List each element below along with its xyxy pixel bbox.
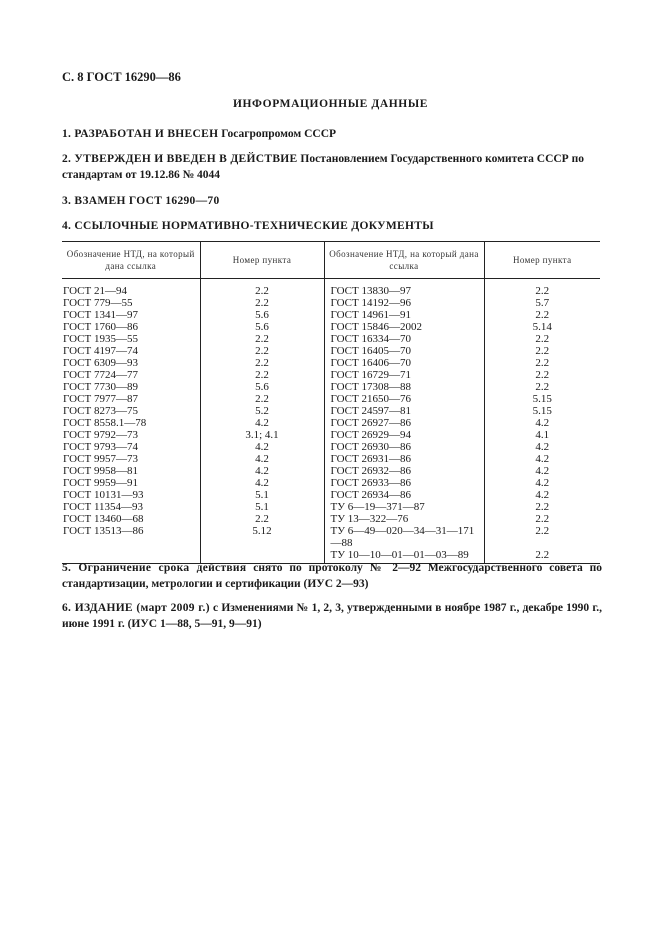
table-row: [62, 309, 600, 321]
cell-document-2: ГОСТ 14961—91: [324, 309, 484, 321]
info-item-3-lead: 3. ВЗАМЕН ГОСТ 16290—70: [62, 195, 220, 207]
cell-clause: 2.2: [200, 333, 324, 345]
cell-document: ГОСТ 6309—93: [63, 357, 138, 369]
table-header-row: [62, 242, 600, 279]
table-row: [62, 297, 600, 309]
page-header: С. 8 ГОСТ 16290—86: [62, 70, 181, 84]
info-item-2: [62, 151, 602, 183]
table-row: [62, 453, 600, 465]
cell-clause-2: 2.2: [484, 513, 600, 525]
table-row: [62, 321, 600, 333]
table-row: [62, 429, 600, 441]
info-item-2-text: Постановлением Государственного комитета СССР по стандартам от 19.12.86 № 4044: [62, 153, 584, 181]
cell-document-2: ГОСТ 16406—70: [324, 357, 484, 369]
cell-document-2: ТУ 13—322—76: [324, 513, 484, 525]
cell-clause-2: 5.15: [484, 393, 600, 405]
cell-document: ГОСТ 4197—74: [63, 345, 138, 357]
cell-clause-2: 2.2: [484, 357, 600, 369]
cell-document: ГОСТ 779—55: [63, 297, 133, 309]
page-title: ИНФОРМАЦИОННЫЕ ДАННЫЕ: [232, 98, 429, 110]
info-item-1-text: Госагропромом СССР: [221, 128, 337, 140]
cell-clause: 2.2: [200, 285, 324, 297]
table-row: [62, 333, 600, 345]
info-item-6-text: с Изменениями № 1, 2, 3, утвержденными в ноябре 1987 г., декабре 1990 г., июне 1991 г. (ИУС 1—88, 5—91, 9—91): [62, 602, 603, 630]
cell-clause: 2.2: [200, 369, 324, 381]
cell-clause: 2.2: [200, 345, 324, 357]
cell-clause: 5.1: [200, 501, 324, 513]
cell-clause: 5.6: [200, 381, 324, 393]
cell-document: ГОСТ 9792—73: [63, 429, 138, 441]
cell-clause: 4.2: [200, 453, 324, 465]
cell-document-2: ГОСТ 26932—86: [324, 465, 484, 477]
cell-clause: 5.2: [200, 405, 324, 417]
cell-clause: 4.2: [200, 441, 324, 453]
cell-clause: 4.2: [200, 465, 324, 477]
cell-clause-2: 2.2: [484, 333, 600, 345]
header-clause-2: Номер пункта: [484, 242, 600, 279]
cell-document-2: ГОСТ 24597—81: [324, 405, 484, 417]
cell-document-2: ГОСТ 16729—71: [324, 369, 484, 381]
cell-document-2: ГОСТ 26933—86: [324, 477, 484, 489]
info-item-5-text: снято по протоколу № 2—92 Межгосударственного совета по стандартизации, метрологии и сертификации (ИУС 2—93): [62, 562, 602, 590]
info-item-4-lead: 4. ССЫЛОЧНЫЕ НОРМАТИВНО-ТЕХНИЧЕСКИЕ ДОКУМЕНТЫ: [62, 220, 434, 232]
info-item-6-lead: 6. ИЗДАНИЕ (март 2009 г.): [62, 602, 210, 614]
reference-documents-table: [62, 241, 600, 564]
cell-document-2: ГОСТ 17308—88: [324, 381, 484, 393]
cell-clause-2: 2.2: [484, 345, 600, 357]
cell-clause-2: 5.14: [484, 321, 600, 333]
cell-clause-2: 5.7: [484, 297, 600, 309]
cell-document-2: ГОСТ 21650—76: [324, 393, 484, 405]
table-row: [62, 393, 600, 405]
info-item-2-lead: 2. УТВЕРЖДЕН И ВВЕДЕН В ДЕЙСТВИЕ: [62, 153, 298, 165]
cell-document-2: ГОСТ 26927—86: [324, 417, 484, 429]
table-row: [62, 405, 600, 417]
cell-clause-2: 5.15: [484, 405, 600, 417]
cell-document-2: ТУ 10—10—01—01—03—89: [324, 549, 484, 564]
cell-clause-2: 2.2: [484, 549, 600, 564]
cell-clause: 2.2: [200, 393, 324, 405]
info-item-5: [62, 560, 602, 592]
cell-clause-2: 2.2: [484, 501, 600, 513]
cell-clause-2: 4.2: [484, 453, 600, 465]
cell-document-2: ГОСТ 16405—70: [324, 345, 484, 357]
header-document-2: Обозначение НТД, на который дана ссылка: [324, 242, 484, 279]
cell-clause: 5.1: [200, 489, 324, 501]
cell-clause-2: 4.2: [484, 489, 600, 501]
cell-document-2: ГОСТ 26930—86: [324, 441, 484, 453]
table-body: [62, 279, 600, 564]
table-row: [62, 345, 600, 357]
cell-clause-2: 2.2: [484, 309, 600, 321]
table-row: [62, 381, 600, 393]
info-item-4: [62, 218, 602, 234]
cell-clause: 2.2: [200, 513, 324, 525]
info-item-1-lead: 1. РАЗРАБОТАН И ВНЕСЕН: [62, 128, 219, 140]
table-row: [62, 513, 600, 525]
cell-clause-2: 4.2: [484, 465, 600, 477]
cell-document-2: ГОСТ 15846—2002: [324, 321, 484, 333]
info-item-6: [62, 600, 602, 632]
cell-document-2: ТУ 6—19—371—87: [324, 501, 484, 513]
cell-clause-2: 4.2: [484, 417, 600, 429]
cell-document: ГОСТ 10131—93: [63, 489, 144, 501]
cell-document: ГОСТ 7724—77: [63, 369, 138, 381]
cell-document: ГОСТ 13513—86: [63, 525, 144, 537]
cell-clause: 5.6: [200, 321, 324, 333]
cell-document: ГОСТ 1341—97: [63, 309, 138, 321]
cell-clause-2: 2.2: [484, 525, 600, 549]
cell-document-2: ТУ 6—49—020—34—31—171—88: [324, 525, 484, 549]
table-row: [62, 357, 600, 369]
cell-document: ГОСТ 1935—55: [63, 333, 138, 345]
cell-document: ГОСТ 13460—68: [63, 513, 144, 525]
cell-clause-2: 4.2: [484, 441, 600, 453]
cell-clause: 4.2: [200, 477, 324, 489]
cell-clause-2: 2.2: [484, 369, 600, 381]
cell-clause-2: 2.2: [484, 381, 600, 393]
table-row: [62, 477, 600, 489]
cell-clause: 2.2: [200, 357, 324, 369]
cell-document-2: ГОСТ 26934—86: [324, 489, 484, 501]
cell-clause: 5.12: [200, 525, 324, 549]
table-row: [62, 465, 600, 477]
cell-clause: 4.2: [200, 417, 324, 429]
cell-document: ГОСТ 9958—81: [63, 465, 138, 477]
cell-clause-2: 2.2: [484, 285, 600, 297]
cell-document-2: ГОСТ 13830—97: [324, 285, 484, 297]
cell-document: ГОСТ 7730—89: [63, 381, 138, 393]
cell-clause: 2.2: [200, 297, 324, 309]
info-item-5-lead: 5. Ограничение срока действия: [62, 562, 247, 574]
table-row: [62, 501, 600, 513]
cell-document: ГОСТ 11354—93: [63, 501, 144, 513]
cell-document: ГОСТ 9793—74: [63, 441, 138, 453]
cell-document: ГОСТ 21—94: [63, 285, 127, 297]
table-row: [62, 369, 600, 381]
cell-document: ГОСТ 8273—75: [63, 405, 138, 417]
cell-document: ГОСТ 9959—91: [63, 477, 138, 489]
table-row: [62, 441, 600, 453]
cell-document: ГОСТ 1760—86: [63, 321, 138, 333]
header-document: Обозначение НТД, на который дана ссылка: [62, 242, 200, 279]
cell-document-2: ГОСТ 26929—94: [324, 429, 484, 441]
info-item-1: [62, 126, 602, 142]
cell-document: ГОСТ 8558.1—78: [63, 417, 147, 429]
cell-document-2: ГОСТ 26931—86: [324, 453, 484, 465]
cell-document: ГОСТ 7977—87: [63, 393, 138, 405]
cell-document-2: ГОСТ 16334—70: [324, 333, 484, 345]
cell-document-2: ГОСТ 14192—96: [324, 297, 484, 309]
cell-clause: 5.6: [200, 309, 324, 321]
table-row: [62, 489, 600, 501]
header-clause: Номер пункта: [200, 242, 324, 279]
info-item-3: [62, 193, 602, 209]
cell-document: ГОСТ 9957—73: [63, 453, 138, 465]
cell-clause: 3.1; 4.1: [200, 429, 324, 441]
cell-clause-2: 4.1: [484, 429, 600, 441]
table-row: [62, 417, 600, 429]
table-row: [62, 525, 600, 549]
cell-clause-2: 4.2: [484, 477, 600, 489]
table-row: [62, 285, 600, 297]
